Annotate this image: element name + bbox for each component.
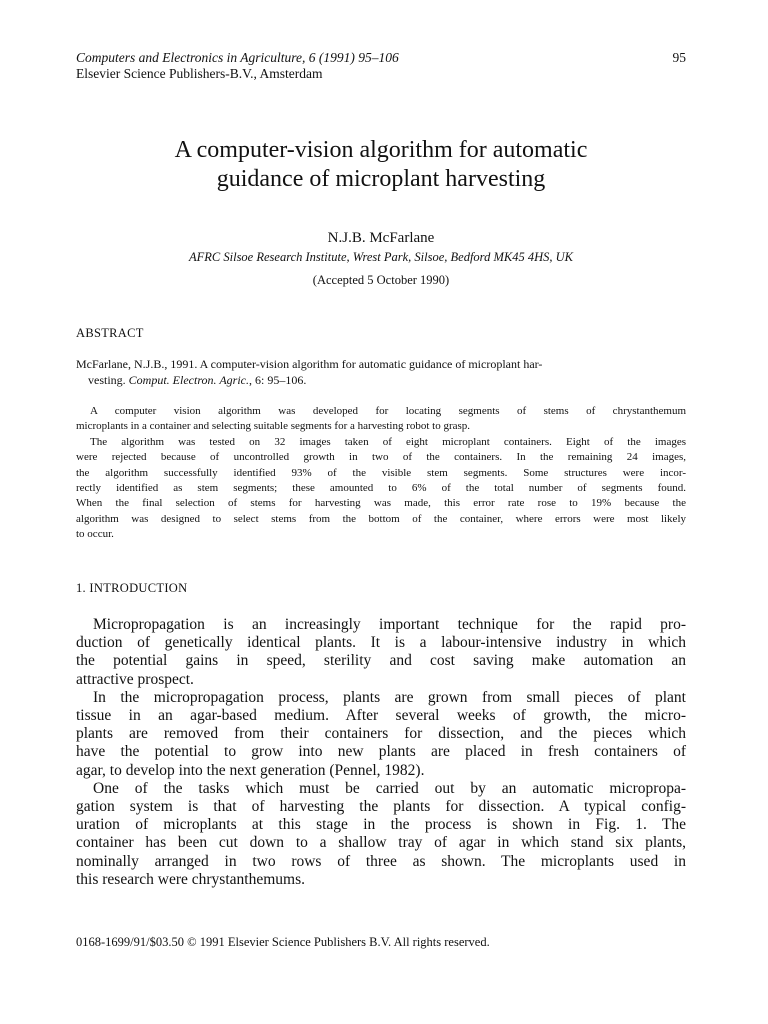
body-line: Micropropagation is an increasingly important technique for the rapid pro- [93, 616, 686, 633]
body-line: have the potential to grow into new plants are placed in fresh containers of [76, 743, 686, 761]
title-line: guidance of microplant harvesting [216, 166, 546, 192]
body-line: plants are removed from their containers for dissection, and the pieces which [76, 725, 686, 743]
running-header [76, 50, 686, 82]
publisher-line: Elsevier Science Publishers-B.V., Amsterdam [76, 66, 323, 81]
page-number: 95 [672, 50, 686, 65]
paper-title [76, 136, 686, 194]
abstract-line: algorithm was designed to select stems from the bottom of the container, where errors were most likely [76, 512, 686, 525]
copyright-footer: 0168-1699/91/$03.50 © 1991 Elsevier Science Publishers B.V. All rights reserved. [76, 935, 490, 949]
citation-suffix: , 6: 95–106. [249, 372, 307, 387]
abstract-line: were rejected because of uncontrolled growth in two of the containers. In the remaining 24 images, [76, 451, 686, 464]
body-line: the potential gains in speed, sterility and cost saving make automation an [76, 652, 686, 670]
author-affiliation: AFRC Silsoe Research Institute, Wrest Park, Silsoe, Bedford MK45 4HS, UK [189, 250, 573, 264]
body-line: attractive prospect. [76, 670, 194, 688]
body-line: nominally arranged in two rows of three as shown. The microplants used in [76, 852, 686, 870]
citation-journal: Comput. Electron. Agric. [128, 372, 249, 387]
citation-prefix: vesting. [88, 372, 126, 387]
introduction-body [76, 616, 686, 889]
citation-line: McFarlane, N.J.B., 1991. A computer-vision algorithm for automatic guidance of microplant har- [76, 357, 543, 371]
citation-line [76, 373, 686, 389]
body-line: uration of microplants at this stage in the process is shown in Fig. 1. The [76, 816, 686, 834]
author-name: N.J.B. McFarlane [327, 230, 435, 246]
title-line: A computer-vision algorithm for automatic [174, 137, 588, 163]
abstract-body [76, 404, 686, 543]
body-line: agar, to develop into the next generation (Pennel, 1982). [76, 761, 425, 779]
section-heading-introduction: 1. INTRODUCTION [76, 581, 188, 595]
journal-citation: Computers and Electronics in Agriculture, 6 (1991) 95–106 [76, 50, 399, 65]
body-line: this research were chrystanthemums. [76, 870, 305, 888]
abstract-line: When the final selection of stems for harvesting was made, this error rate rose to 19% because the [76, 497, 686, 510]
abstract-line: to occur. [76, 528, 114, 541]
body-line: duction of genetically identical plants. It is a labour-intensive industry in which [76, 634, 686, 652]
body-line: tissue in an agar-based medium. After several weeks of growth, the micro- [76, 707, 686, 725]
abstract-line: the algorithm successfully identified 93% of the visible stem segments. Some structures were incor- [76, 466, 686, 479]
abstract-line: A computer vision algorithm was developed for locating segments of stems of chrystanthemum [90, 405, 686, 417]
abstract-line: microplants in a container and selecting suitable segments for a harvesting robot to grasp. [76, 420, 471, 433]
abstract-heading: ABSTRACT [76, 326, 144, 340]
body-line: gation system is that of harvesting the plants for dissection. A typical config- [76, 798, 686, 816]
body-line: One of the tasks which must be carried out by an automatic micropropa- [93, 779, 686, 797]
body-line: In the micropropagation process, plants are grown from small pieces of plant [93, 688, 686, 706]
body-line: container has been cut down to a shallow tray of agar in which stand six plants, [76, 834, 686, 852]
abstract-citation [76, 357, 686, 388]
abstract-line: rectly identified as stem segments; these amounted to 6% of the total number of segments found. [76, 482, 686, 495]
abstract-line: The algorithm was tested on 32 images taken of eight microplant containers. Eight of the images [90, 435, 686, 448]
accepted-date: (Accepted 5 October 1990) [312, 273, 450, 287]
